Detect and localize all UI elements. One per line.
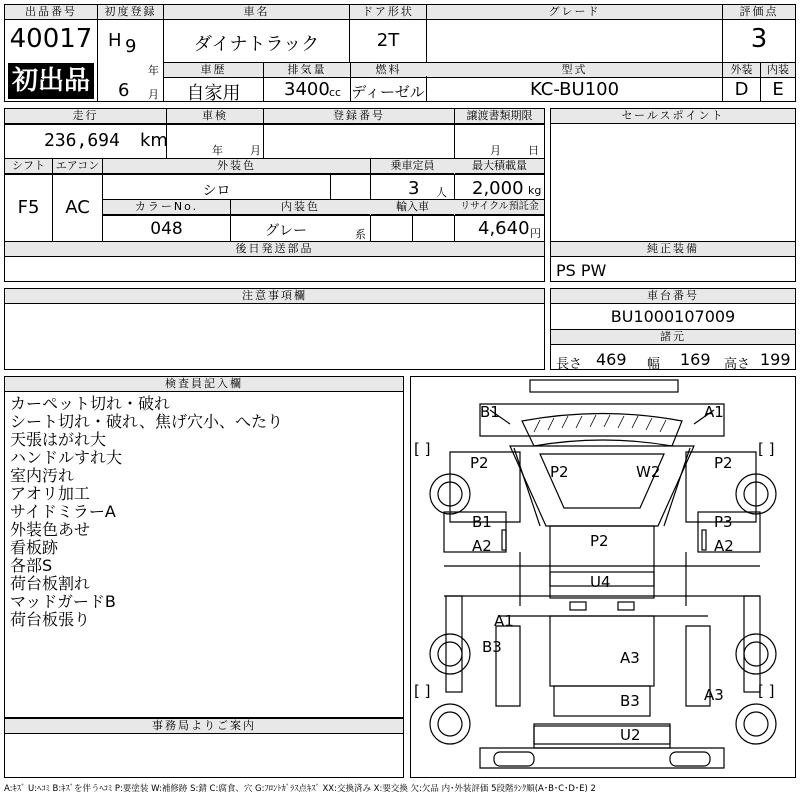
mark-u2: U2 [620,726,641,744]
mark-b1-top: B1 [480,403,500,421]
recycle-unit: 円 [530,227,541,240]
mark-p2-left: P2 [470,454,489,472]
era: H [108,30,122,51]
height-label: 高さ [724,357,751,372]
month: 6 [118,80,130,101]
mark-p3-right: P3 [714,513,733,531]
mileage-label: 走行 [5,109,166,124]
color-label: 外装色 [103,159,370,174]
inspector-remarks [10,395,283,629]
capacity-label: 乗車定員 [371,159,454,174]
remark-line: サイドミラーA [10,502,116,521]
recycle-label: リサイクル預託金 [455,200,544,215]
remark-line: 室内汚れ [10,466,75,485]
interior-color-unit: 系 [355,228,366,241]
remark-line: ハンドルすれ大 [10,448,123,467]
year-unit: 年 [148,64,159,77]
shift-label: シフト [5,159,52,174]
notes-label: 注意事項欄 [5,289,544,304]
length-value: 469 [596,350,627,369]
color-value: シロ [202,183,231,199]
chassis-value: BU1000107009 [610,307,736,326]
mark-a1-top: A1 [704,403,724,421]
model-label: 型式 [427,63,722,78]
remark-line: 荷台板割れ [10,574,91,593]
remark-line: 外装色あせ [10,520,91,539]
bracket-left-top: [ ] [414,440,431,458]
inspection-year-unit: 年 [212,144,223,157]
equipment-value: PS PW [556,261,607,280]
mark-b3-bottom: B3 [620,692,640,710]
remark-line: マッドガードB [10,592,116,611]
inspection-label: 車検 [167,109,263,124]
ac-label: エアコン [53,159,102,174]
height-value: 199 [760,350,791,369]
mark-a1-mid: A1 [494,612,514,630]
ac-value: AC [65,197,90,218]
mark-p2-center: P2 [550,463,569,481]
length-label: 長さ [556,357,583,372]
mark-u4: U4 [590,573,611,591]
inspection-month-unit: 月 [250,144,261,157]
mark-a2-right: A2 [714,537,734,555]
history-label: 車歴 [164,63,263,78]
lot-label: 出品番号 [5,5,97,20]
office-title: 事務局よりご案内 [5,719,403,734]
remark-line: 荷台板張り [10,610,91,629]
remark-line: カーペット切れ・破れ [10,394,171,413]
door-label: ドア形状 [350,5,426,20]
color-no-label: カラーNo. [103,200,230,215]
spec-label: 諸元 [551,330,795,345]
max-load-unit: kg [528,184,542,197]
first-reg-label: 初度登録 [98,5,163,20]
mark-b3-left: B3 [482,638,502,656]
later-parts-label: 後日発送部品 [5,242,544,257]
interior-color-value: グレー [265,223,307,239]
mark-b1-left: B1 [472,513,492,531]
year-num: 9 [125,36,137,57]
score-value: 3 [750,24,768,54]
lot-number: 40017 [9,24,93,54]
displacement-unit: cc [329,86,342,99]
car-name: ダイナトラック [193,34,320,55]
model-value: KC-BU100 [529,79,620,100]
mark-a2-left: A2 [472,537,492,555]
grade-label: グレード [427,5,722,20]
fuel-label: 燃料 [351,63,426,78]
mark-p2-mid: P2 [590,532,609,550]
exterior-grade: D [734,79,749,100]
remark-line: シート切れ・破れ、焦げ穴小、へたり [10,412,283,431]
mark-p2-right: P2 [714,454,733,472]
bracket-right-top: [ ] [758,440,775,458]
interior-color-label: 内装色 [231,200,370,215]
history-value: 自家用 [186,83,241,104]
capacity-unit: 人 [436,186,447,199]
transfer-label: 譲渡書類期限 [455,109,544,124]
mark-a3-center: A3 [620,649,640,667]
score-label: 評価点 [723,5,795,20]
displacement-label: 排気量 [264,63,350,78]
mark-w2: W2 [636,463,661,481]
shift-value: F5 [17,197,40,218]
width-label: 幅 [647,357,661,372]
fuel-value: ディーゼル [351,83,425,101]
remark-line: 天張はがれ大 [10,430,107,449]
car-name-label: 車名 [164,5,349,20]
remark-line: 看板跡 [10,538,59,557]
mark-a3-right: A3 [704,686,724,704]
capacity-value: 3 [408,178,420,199]
interior-label: 内装 [761,63,795,78]
sales-label: セールスポイント [551,109,795,124]
mileage-unit: km [140,130,168,151]
reg-number-label: 登録番号 [264,109,454,124]
legend-footer: A:ｷｽﾞ U:ﾍｺﾐ B:ｷｽﾞを伴うﾍｺﾐ P:要塗装 W:補修跡 S:錆 C:腐食、穴 G:ﾌﾛﾝﾄｶﾞﾗｽ点ｷｽﾞ XX:交換済み X:要交換 欠:欠品 内･外装評価 5段階ﾗﾝｸ順(A･B･C･D･E) 2 [4,784,596,794]
remark-line: アオリ加工 [10,484,90,503]
bracket-right-bottom: [ ] [758,682,775,700]
displacement-value: 3400 [284,79,330,100]
month-unit: 月 [148,88,159,101]
max-load-label: 最大積載量 [455,159,544,174]
equipment-label: 純正装備 [551,242,795,257]
inspector-title: 検査員記入欄 [5,377,403,392]
bracket-left-bottom: [ ] [414,682,431,700]
transfer-month-unit: 月 [490,144,501,157]
transfer-day-unit: 日 [528,144,539,157]
chassis-label: 車台番号 [551,289,795,304]
door-value: 2T [376,30,400,51]
remark-line: 各部S [10,556,53,575]
color-no-value: 048 [150,219,183,239]
first-listing-badge: 初出品 [8,63,94,99]
exterior-label: 外装 [723,63,760,78]
interior-grade: E [772,79,784,100]
import-label: 輸入車 [371,200,454,215]
mileage-value: 236,694 [44,130,120,151]
recycle-value: 4,640 [478,218,530,239]
max-load-value: 2,000 [472,178,524,199]
width-value: 169 [680,350,711,369]
